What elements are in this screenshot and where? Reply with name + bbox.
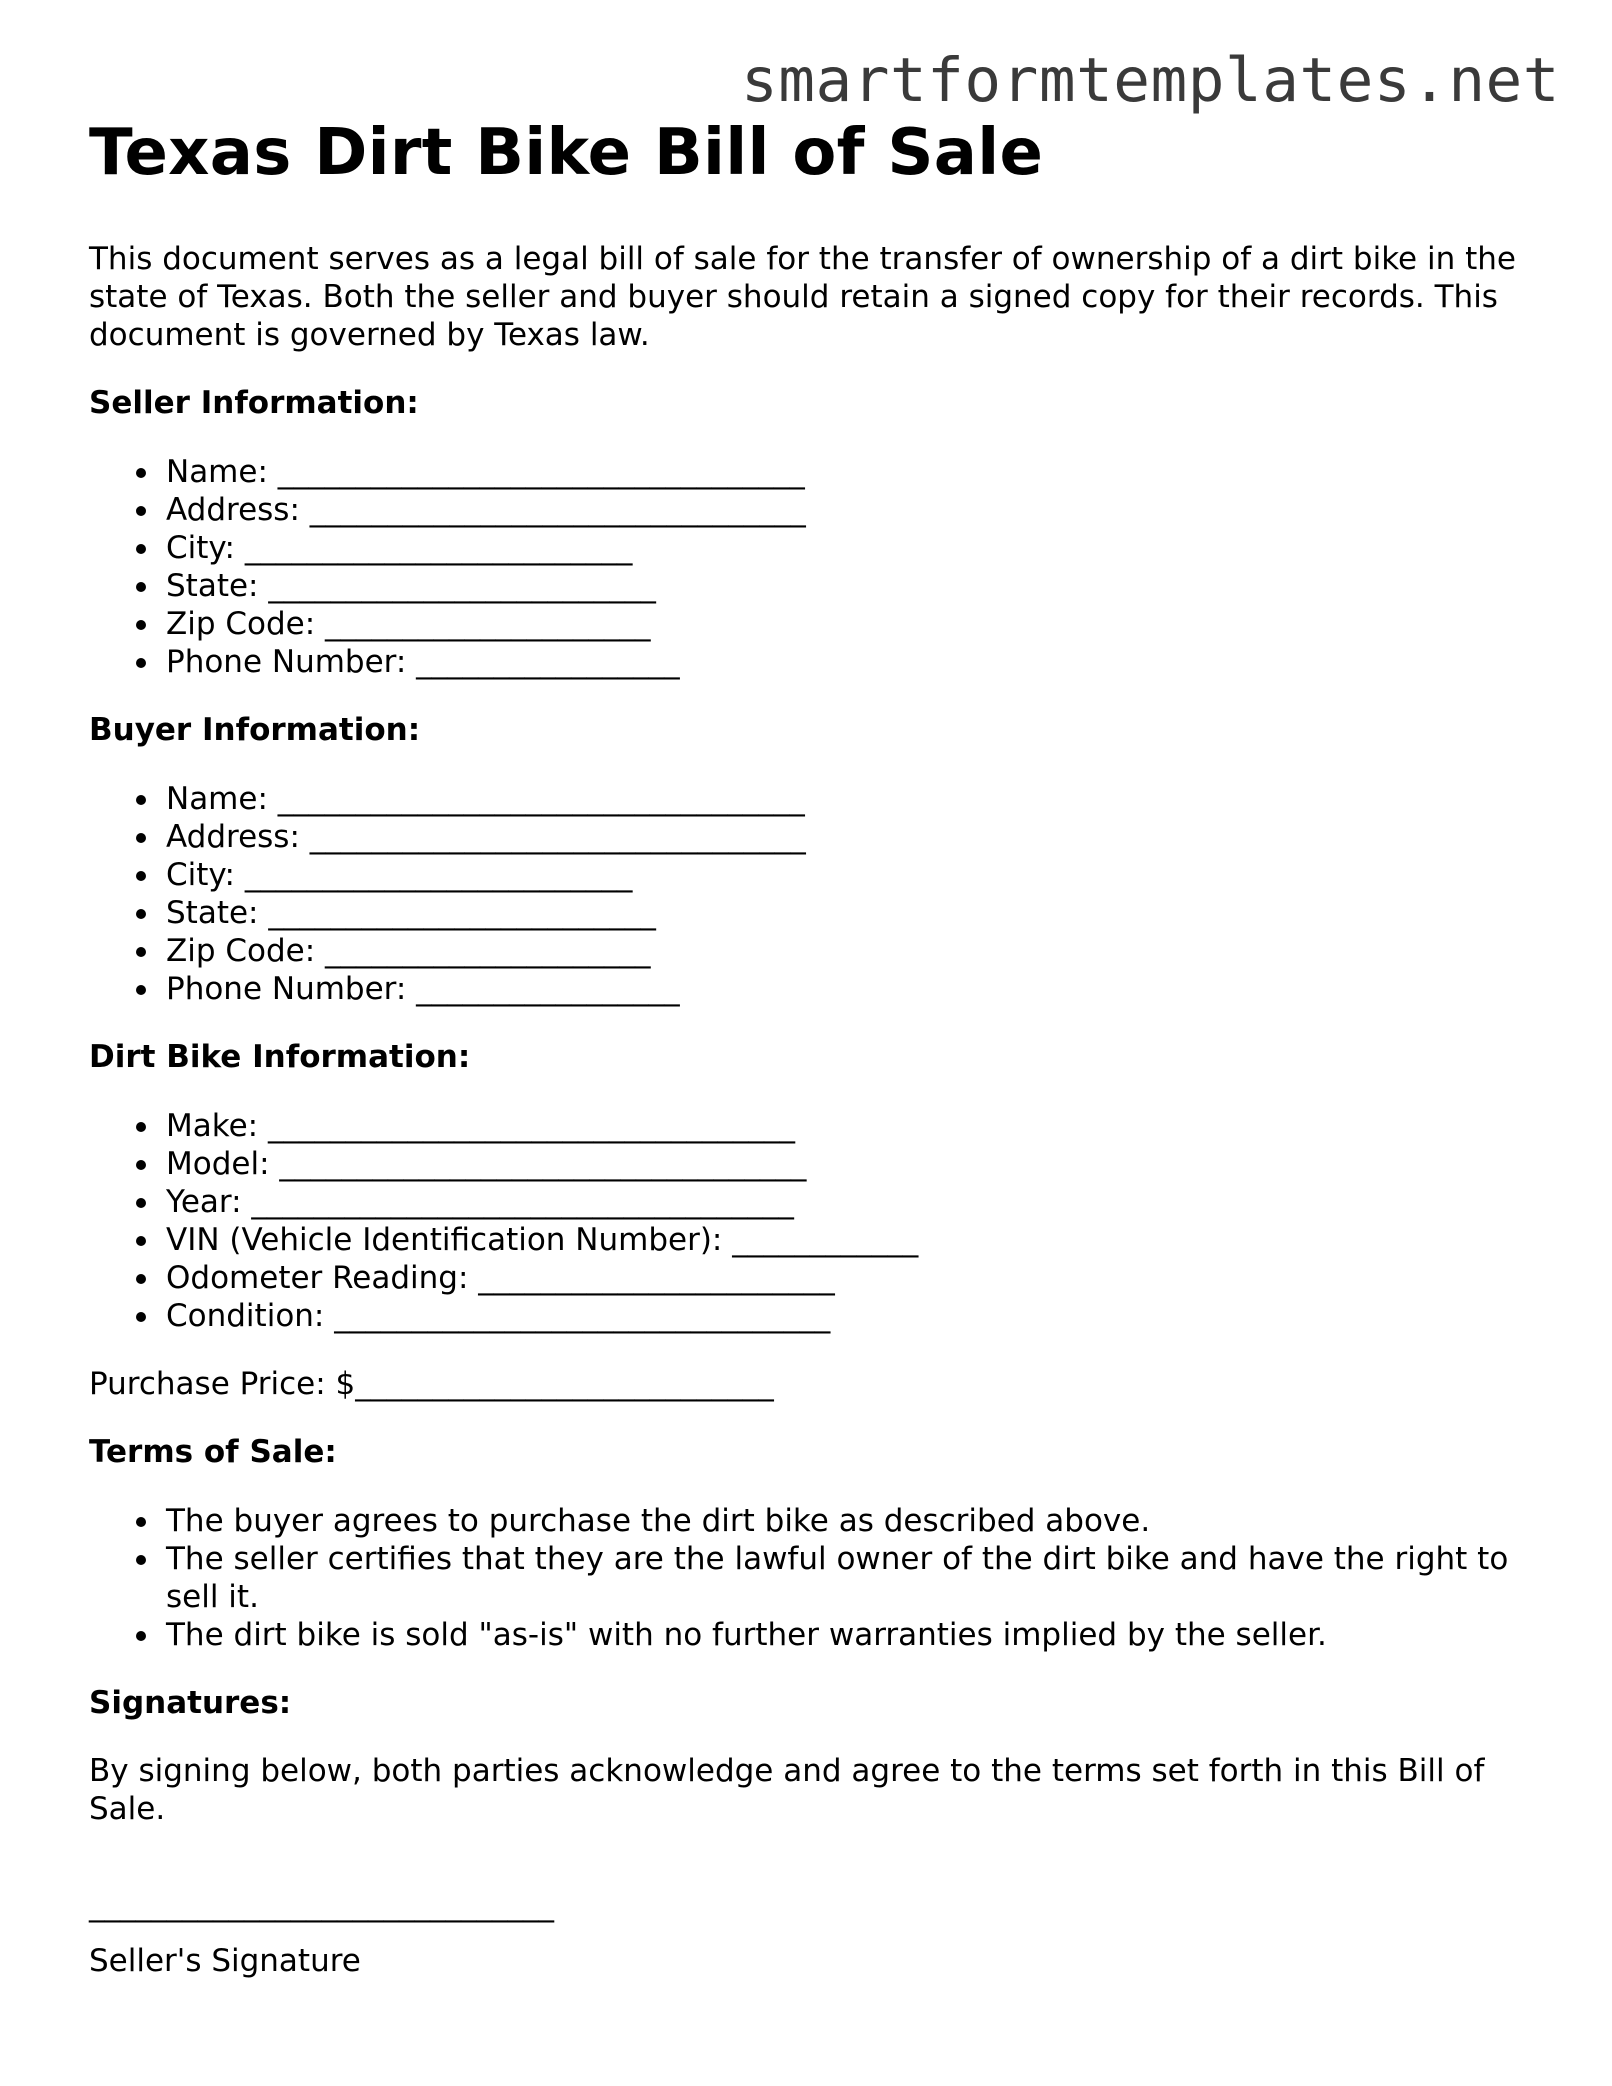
field-blank[interactable]: ________________________________ (334, 1298, 831, 1334)
field-label: Zip Code: (166, 606, 316, 642)
price-blank[interactable]: ___________________________ (355, 1366, 774, 1402)
field-blank[interactable]: _______________________ (478, 1260, 835, 1296)
seller-signature-label: Seller's Signature (89, 1943, 361, 1979)
seller-state-field (166, 567, 1529, 605)
buyer-name-field (166, 780, 1529, 818)
field-label: State: (166, 895, 259, 931)
seller-zip-field (166, 605, 1529, 643)
bike-heading: Dirt Bike Information: (89, 1039, 471, 1075)
field-blank[interactable]: _________________________ (268, 568, 656, 604)
bike-make-field (166, 1107, 1529, 1145)
field-label: Phone Number: (166, 971, 407, 1007)
field-label: Address: (166, 492, 300, 528)
buyer-state-field (166, 894, 1529, 932)
bike-year-field (166, 1183, 1529, 1221)
buyer-address-field (166, 818, 1529, 856)
field-blank[interactable]: __________________________________ (279, 1146, 807, 1182)
field-label: Odometer Reading: (166, 1260, 469, 1296)
field-blank[interactable]: _____________________ (325, 606, 651, 642)
buyer-phone-field (166, 970, 1529, 1008)
signatures-heading: Signatures: (89, 1685, 292, 1721)
terms-item: The buyer agrees to purchase the dirt bike as described above. (166, 1502, 1529, 1540)
field-label: Model: (166, 1146, 270, 1182)
field-blank[interactable]: __________________________________ (277, 781, 805, 817)
watermark: smartformtemplates.net (741, 45, 1560, 116)
document-body (89, 118, 1529, 1980)
buyer-heading: Buyer Information: (89, 712, 421, 748)
seller-phone-field (166, 643, 1529, 681)
seller-city-field (166, 529, 1529, 567)
bike-fields (89, 1107, 1529, 1335)
seller-address-field (166, 491, 1529, 529)
terms-list (89, 1502, 1529, 1654)
field-blank[interactable]: _________________________ (244, 857, 633, 893)
field-label: Name: (166, 454, 268, 490)
field-label: VIN (Vehicle Identification Number): (166, 1222, 723, 1258)
signatures-text: By signing below, both parties acknowledge and agree to the terms set forth in this Bill of Sale. (89, 1753, 1485, 1827)
terms-heading: Terms of Sale: (89, 1434, 337, 1470)
field-blank[interactable]: ____________ (732, 1222, 919, 1258)
intro-paragraph: This document serves as a legal bill of sale for the transfer of ownership of a dirt bike in the state of Texas. Both the seller and buyer should retain a signed copy for their records. This document is governed by Texas law. (89, 241, 1516, 353)
field-label: City: (166, 530, 235, 566)
field-blank[interactable]: _________________________ (244, 530, 633, 566)
field-label: Address: (166, 819, 300, 855)
field-blank[interactable]: ________________________________ (309, 819, 806, 855)
terms-item: The dirt bike is sold "as-is" with no further warranties implied by the seller. (166, 1616, 1529, 1654)
field-blank[interactable]: ___________________________________ (251, 1184, 794, 1220)
field-label: Year: (166, 1184, 242, 1220)
field-label: City: (166, 857, 235, 893)
price-label: Purchase Price: $ (89, 1366, 356, 1402)
field-label: Name: (166, 781, 268, 817)
field-blank[interactable]: ________________________________ (309, 492, 806, 528)
buyer-city-field (166, 856, 1529, 894)
purchase-price-field (89, 1365, 1529, 1403)
field-blank[interactable]: __________________________________ (267, 1108, 795, 1144)
field-label: Condition: (166, 1298, 325, 1334)
field-blank[interactable]: _________________ (416, 644, 680, 680)
field-label: State: (166, 568, 259, 604)
field-blank[interactable]: _____________________ (325, 933, 651, 969)
field-label: Zip Code: (166, 933, 316, 969)
seller-signature-line[interactable]: ______________________________ (89, 1887, 554, 1923)
field-blank[interactable]: __________________________________ (277, 454, 805, 490)
seller-heading: Seller Information: (89, 385, 419, 421)
terms-item: The seller certifies that they are the lawful owner of the dirt bike and have the right to sell it. (166, 1540, 1529, 1616)
seller-name-field (166, 453, 1529, 491)
bike-odometer-field (166, 1259, 1529, 1297)
field-label: Phone Number: (166, 644, 407, 680)
field-blank[interactable]: _________________________ (268, 895, 656, 931)
field-blank[interactable]: _________________ (416, 971, 680, 1007)
buyer-fields (89, 780, 1529, 1008)
buyer-zip-field (166, 932, 1529, 970)
bike-vin-field (166, 1221, 1529, 1259)
seller-fields (89, 453, 1529, 681)
field-label: Make: (166, 1108, 259, 1144)
page-title: Texas Dirt Bike Bill of Sale (89, 116, 1044, 190)
bike-condition-field (166, 1297, 1529, 1335)
bike-model-field (166, 1145, 1529, 1183)
